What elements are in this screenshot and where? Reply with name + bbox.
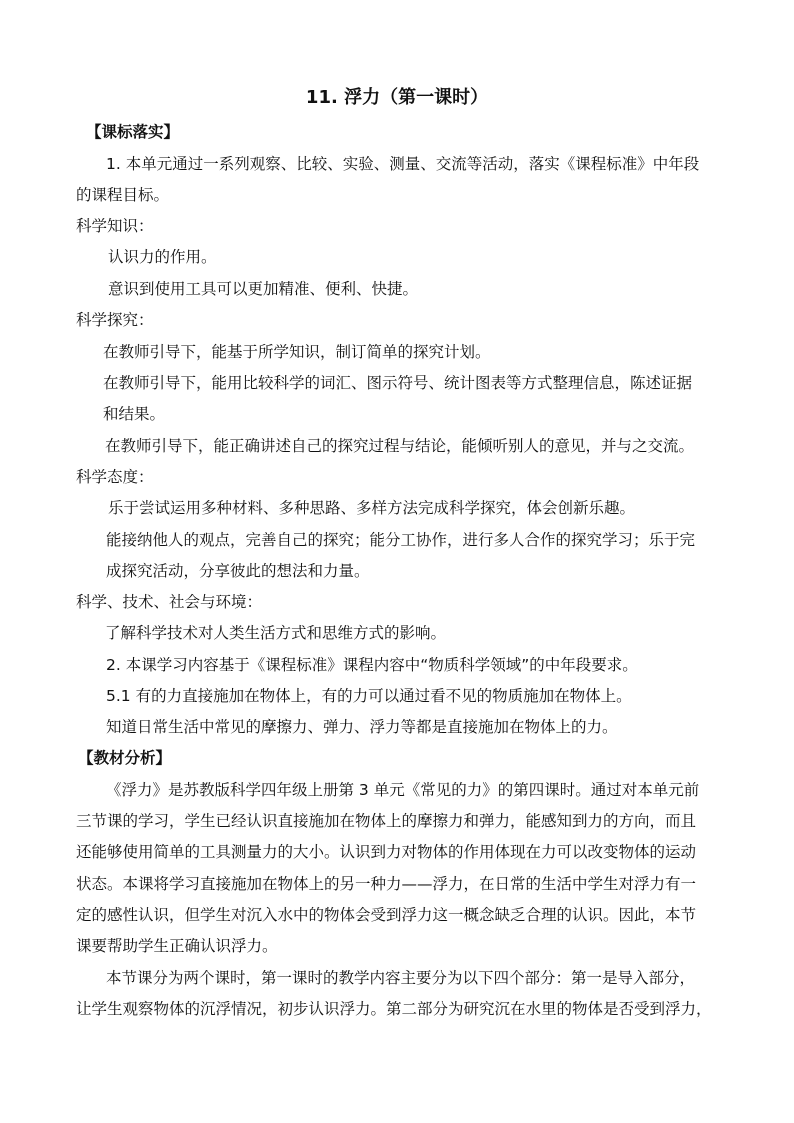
page-title: 11. 浮力（第一课时） — [305, 87, 489, 108]
paragraph-line: 成探究活动，分享彼此的想法和力量。 — [106, 562, 370, 580]
paragraph-line: 5.1 有的力直接施加在物体上，有的力可以通过看不见的物质施加在物体上。 — [106, 687, 632, 705]
paragraph-line: 意识到使用工具可以更加精准、便利、快捷。 — [108, 280, 419, 298]
section-heading-curriculum: 【课标落实】 — [86, 123, 180, 141]
paragraph-line: 定的感性认识，但学生对沉入水中的物体会受到浮力这一概念缺乏合理的认识。因此，本节 — [76, 906, 697, 924]
section-heading-textbook: 【教材分析】 — [78, 749, 172, 767]
paragraph-line: 认识力的作用。 — [108, 248, 217, 266]
paragraph-line: 本节课分为两个课时，第一课时的教学内容主要分为以下四个部分：第一是导入部分， — [106, 969, 696, 987]
paragraph-line: 1. 本单元通过一系列观察、比较、实验、测量、交流等活动，落实《课程标准》中年段 — [106, 155, 700, 173]
paragraph-line: 在教师引导下，能正确讲述自己的探究过程与结论，能倾听别人的意见，并与之交流。 — [105, 437, 695, 455]
paragraph-line: 能接纳他人的观点，完善自己的探究；能分工协作，进行多人合作的探究学习；乐于完 — [106, 531, 696, 549]
paragraph-line: 了解科学技术对人类生活方式和思维方式的影响。 — [105, 624, 447, 642]
paragraph-line: 还能够使用简单的工具测量力的大小。认识到力对物体的作用体现在力可以改变物体的运动 — [76, 843, 697, 861]
subheading-inquiry: 科学探究： — [76, 311, 154, 329]
paragraph-line: 乐于尝试运用多种材料、多种思路、多样方法完成科学探究，体会创新乐趣。 — [108, 499, 636, 517]
subheading-attitude: 科学态度： — [76, 468, 154, 486]
paragraph-line: 三节课的学习，学生已经认识直接施加在物体上的摩擦力和弹力，能感知到力的方向，而且 — [76, 812, 697, 830]
paragraph-line: 课要帮助学生正确认识浮力。 — [76, 937, 278, 955]
paragraph-line: 在教师引导下，能用比较科学的词汇、图示符号、统计图表等方式整理信息，陈述证据 — [103, 374, 693, 392]
subheading-knowledge: 科学知识： — [76, 217, 154, 235]
paragraph-line: 的课程目标。 — [76, 186, 170, 204]
paragraph-line: 知道日常生活中常见的摩擦力、弹力、浮力等都是直接施加在物体上的力。 — [106, 718, 618, 736]
subheading-sts: 科学、技术、社会与环境： — [76, 593, 263, 611]
paragraph-line: 《浮力》是苏教版科学四年级上册第 3 单元《常见的力》的第四课时。通过对本单元前 — [106, 781, 700, 799]
paragraph-line: 2. 本课学习内容基于《课程标准》课程内容中“物质科学领域”的中年段要求。 — [106, 656, 638, 674]
paragraph-line: 状态。本课将学习直接施加在物体上的另一种力——浮力，在日常的生活中学生对浮力有一 — [76, 875, 697, 893]
paragraph-line: 和结果。 — [103, 405, 166, 423]
paragraph-line: 让学生观察物体的沉浮情况，初步认识浮力。第二部分为研究沉在水里的物体是否受到浮力， — [76, 1000, 712, 1018]
paragraph-line: 在教师引导下，能基于所学知识，制订简单的探究计划。 — [103, 343, 491, 361]
